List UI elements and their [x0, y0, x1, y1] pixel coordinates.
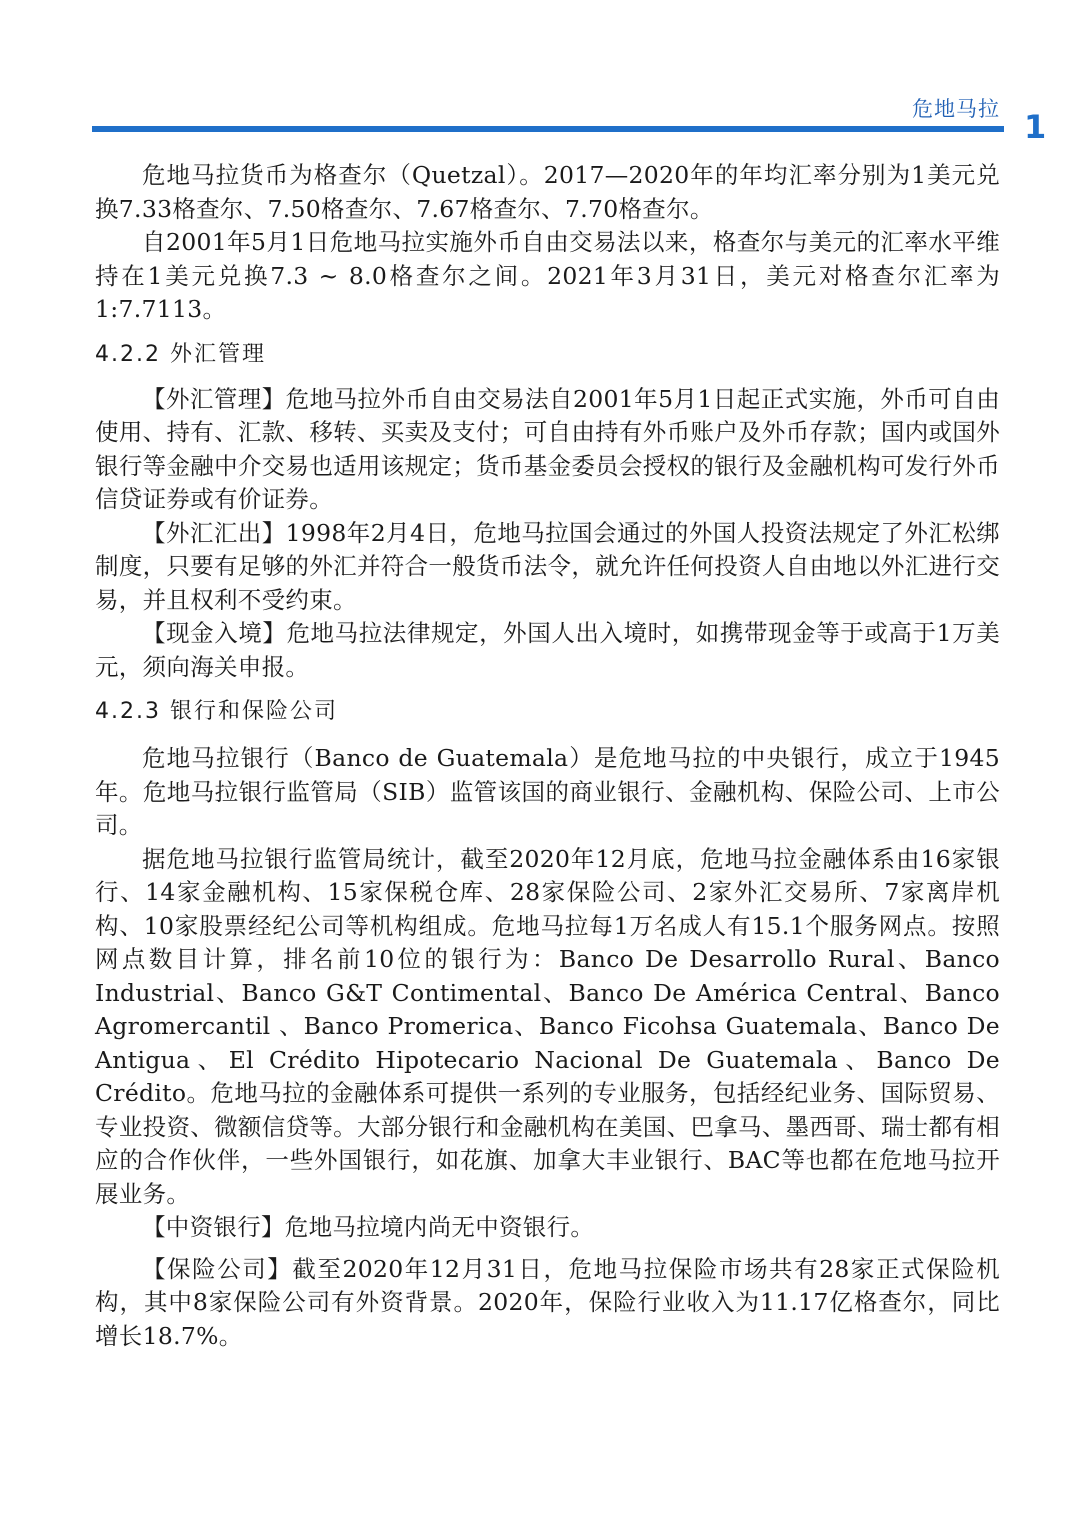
forex-paragraph-3: 【现金入境】危地马拉法律规定，外国人出入境时，如携带现金等于或高于1万美元，须向海关申报。 — [95, 619, 1000, 681]
section-heading-banking: 4.2.3 银行和保险公司 — [95, 699, 338, 724]
section-heading-forex: 4.2.2 外汇管理 — [95, 341, 266, 367]
banking-paragraph-1: 危地马拉银行（Banco de Guatemala）是危地马拉的中央银行，成立于1945年。危地马拉银行监管局（SIB）监管该国的商业银行、金融机构、保险公司、上市公司。 — [95, 744, 1000, 839]
page-body — [95, 159, 1000, 1353]
banking-paragraph-3: 【中资银行】危地马拉境内尚无中资银行。 — [142, 1213, 595, 1241]
currency-paragraph-2: 自2001年5月1日危地马拉实施外币自由交易法以来，格查尔与美元的汇率水平维持在1美元兑换7.3 ~ 8.0格查尔之间。2021年3月31日，美元对格查尔汇率为1:7.7113。 — [95, 228, 1000, 323]
forex-paragraph-2: 【外汇汇出】1998年2月4日，危地马拉国会通过的外国人投资法规定了外汇松绑制度，只要有足够的外汇并符合一般货币法令，就允许任何投资人自由地以外汇进行交易，并且权利不受约束。 — [95, 518, 1000, 614]
running-header-title: 危地马拉 — [912, 97, 1000, 121]
banking-paragraph-2: 据危地马拉银行监管局统计，截至2020年12月底，危地马拉金融体系由16家银行、14家金融机构、15家保税仓库、28家保险公司、2家外汇交易所、7家离岸机构、10家股票经纪公司等机构组成。危地马拉每1万名成人有15.1个服务网点。按照网点数目计算，排名前10位的银行为：Banco De Desarrollo Rural、Banco Industrial、Banco G&T Contimental、Banco De América Central、Banco Agromercantil 、Banco Promerica、Banco Ficohsa Guatemala、Banco De Antigua、El Crédito Hipotecario Nacional De Guatemala、Banco De Crédito。危地马拉的金融体系可提供一系列的专业服务，包括经纪业务、国际贸易、专业投资、微额信贷等。大部分银行和金融机构在美国、巴拿马、墨西哥、瑞士都有相应的合作伙伴，一些外国银行，如花旗、加拿大丰业银行、BAC等也都在危地马拉开展业务。 — [95, 844, 1000, 1208]
banking-paragraph-4: 【保险公司】截至2020年12月31日，危地马拉保险市场共有28家正式保险机构，其中8家保险公司有外资背景。2020年，保险行业收入为11.17亿格查尔，同比增长18.7%。 — [95, 1254, 1000, 1350]
page-number: 1 — [1024, 108, 1047, 146]
currency-paragraph-1: 危地马拉货币为格查尔（Quetzal）。2017—2020年的年均汇率分别为1美元兑换7.33格查尔、7.50格查尔、7.67格查尔、7.70格查尔。 — [95, 161, 1000, 223]
forex-paragraph-1: 【外汇管理】危地马拉外币自由交易法自2001年5月1日起正式实施，外币可自由使用、持有、汇款、移转、买卖及支付；可自由持有外币账户及外币存款；国内或国外银行等金融中介交易也适用该规定；货币基金委员会授权的银行及金融机构可发行外币信贷证券或有价证券。 — [95, 384, 1000, 513]
header-rule — [92, 126, 1004, 132]
